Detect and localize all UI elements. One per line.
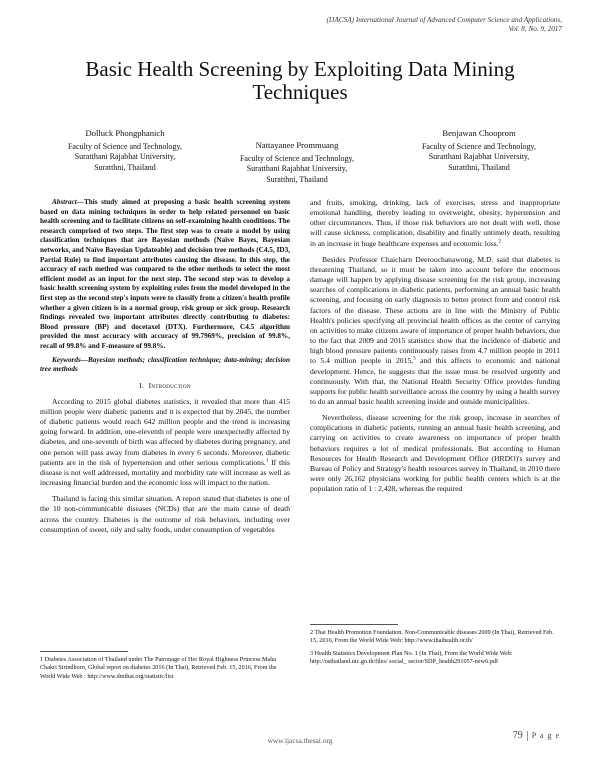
footnote: 1 Diabetes Association of Thailand under The Patronage of Her Royal Highness Princess Maha Chakri Sirindhorn, Global report on diabetes 2016 (In Thai), Retrieved Feb. 15, 2016, From the World Wide Web : http://www.dmthai.org/statistic/list: [40, 656, 277, 680]
section-heading: [40, 381, 290, 391]
author-name: Nattayanee Prommuang: [255, 140, 339, 150]
author-block-3: [394, 128, 564, 173]
author-block-2: [212, 140, 382, 185]
author-dept: Faculty of Science and Technology,: [421, 141, 537, 151]
page-label: P a g e: [531, 731, 560, 740]
author-univ: Suratthani Rajabhat University,: [74, 152, 176, 162]
left-column: [40, 198, 290, 535]
journal-header: [242, 16, 562, 34]
body-paragraph: Thailand is facing this similar situation. A report stated that diabetes is one of the 10 non-communicable diseases (NCDs) that are the main cause of death across the country. Diabetes is the outcome of risk behaviors, including over consumption of sweet, oily and salty foods, under consumption of vegetables: [40, 494, 290, 534]
section-title: Introduction: [148, 380, 191, 390]
author-name: Dolluck Phongphanich: [85, 128, 165, 138]
abstract-text: This study aimed at proposing a basic health screening system based on data mining techniques in order to help related personnel on basic health screening and to facilitate citizens on self-examining health conditions. The research comprised of two steps. The first step was to create a model by using classification techniques that are Bayesian methods (Naïve Bayes, Bayesian networks, and Naïve Bayesian Updateable) and decision tree methods (C4.5, ID3, Partial Rule) to find important attributes causing the disease. In this step, the accuracy of each method was compared to the other methods to select the most efficient model as an input for the next step. The second step was to develop a basic health screening system by exploiting rules from the model developed in the first step as the second step's inputs were to classify from a citizen's health profile whether a given citizen is in a normal group, risk group or sick group. Research findings revealed two important attributes directly contributing to diabetes: Blood pressure (BP) and docetaxel (DTX). Furthermore, C4.5 algorithm provided the most accuracy with accuracy of 99.7969%, precision of 99.8%, recall of 99.8% and F-measure of 99.8%.: [40, 198, 290, 350]
right-footnotes: [310, 624, 560, 671]
body-paragraph: Nevertheless, disease screening for the risk group, increase in searches of complications in diabetic patients, running an annual basic health screening, and carrying on activities to create awareness on importance of proper health behaviors requires a lot of medical professionals. But according to Human Resources for Health Research and Development Office (HRDO)'s survey and Bureau of Policy and Strategy's health resources survey in Thailand, in 2010 there were only 26,162 physicians working for public health centers which is at the population ratio of 1 : 2,428, whereas the required: [310, 413, 560, 494]
body-paragraph: Besides Professor Chaicharn Deeroochanawong, M.D. said that diabetes is threatening Thailand, so it must be taken into account before the enormous damage will happen by applying disease screening for the risk group, increasing searches of complications in diabetic patients, performing an annual basic health screening, and focusing on early diagnosis to better protect from and control risk factors of the disease. These actions are in line with the Ministry of Public Health's policies specifying all provincial health offices as the center of carrying on activities to make citizens aware of importance of proper health behaviors, due to the fact that 2009 and 2015 statistics show that the incidence of diabetic and high blood pressure patients continuously raises from 4.7 million people in 2011 to 5.4 million people in 2015,$^3$ and this affects to economic and national development. Hence, he suggests that the issue must be resolved urgently and continuously. With that, the National Health Security Office provides funding supports for public health surveillance across the country by using a health survey to do an annual basic health screening inside and outside municipalities.: [310, 254, 560, 406]
left-footnotes: [40, 651, 290, 685]
journal-line-2: Vol. 8, No. 9, 2017: [508, 25, 562, 33]
footnote-ref: 2: [498, 239, 502, 245]
footnote-rule: [310, 624, 398, 625]
author-univ: Suratthani Rajabhat University,: [246, 164, 348, 174]
paper-title: [40, 58, 560, 104]
author-univ: Suratthani Rajabhat University,: [428, 152, 530, 162]
author-dept: Faculty of Science and Technology,: [239, 153, 355, 163]
body-paragraph: and fruits, smoking, drinking, lack of exercises, stress and inappropriate emotional handling, thereby leading to overweight, obesity, hypertension and other circumstances. Thus, if those risk behaviors are not dealt with well, those will cause sickness, complication, disability and finally untimely death, resulting in an increase in huge healthcare expenses and economic loss.$^2$: [310, 198, 560, 248]
author-city: Suratthni, Thailand: [448, 162, 510, 172]
author-block-1: [40, 128, 210, 173]
section-number: I.: [139, 380, 145, 390]
author-dept: Faculty of Science and Technology,: [67, 141, 183, 151]
abstract: [40, 198, 290, 352]
footnote-list: [40, 656, 290, 681]
title-line-2: Techniques: [252, 80, 348, 104]
page-number-value: 79: [512, 730, 523, 741]
footnote: 3 Health Statistics Development Plan No. 1 (In Thai), From the World Wide Web: http://osthailand.nic.go.th/files/ social_ sector/SDP_health291057-new6.pdf: [310, 649, 513, 666]
journal-line-1: (IJACSA) International Journal of Advanced Computer Science and Applications,: [326, 16, 562, 24]
right-column: [310, 198, 560, 494]
keywords: Keywords—Bayesian methods; classification technique; data-mining; decision tree methods: [40, 355, 290, 374]
author-name: Benjawan Chooprom: [442, 128, 516, 138]
footnote-list: [310, 629, 560, 667]
abstract-label: Abstract—: [52, 198, 84, 206]
footnote-ref: 1: [265, 458, 269, 464]
author-city: Suratthni, Thailand: [94, 162, 156, 172]
footnote: 2 Thai Health Promotion Foundation. Non-Communicable diseases 2009 (In Thai), Retrieved Feb. 15, 2016, From the World Wide Web: http://www.thaihealth.or.th/: [310, 629, 554, 645]
footer-url[interactable]: www.ijacsa.thesai.org: [267, 736, 333, 745]
footnote-ref: 3: [413, 356, 416, 362]
author-city: Suratthni, Thailand: [266, 174, 328, 184]
title-line-1: Basic Health Screening by Exploiting Data Mining: [85, 57, 515, 81]
body-paragraph: According to 2015 global diabetes statistics, it revealed that more than 415 million people were diabetic patients and it is expected that by 2045, the number of diabetic patients would reach 642 million people and the trend is increasing going forward. In addition, one-eleventh of people were unexpectedly affected by diabetes, and one-seventh of birth was affected by diabetes during pregnancy, and one person will pass away from diabetes in every 6 seconds. Moreover, diabetic patients are in the risk of hypertension and other serious complications.$^1$ If this disease is not well addressed, mortality and morbidity rate will increase as well as increasing financial burden and the economic loss will impact to the nation.: [40, 396, 290, 488]
footnote-rule: [40, 651, 128, 652]
